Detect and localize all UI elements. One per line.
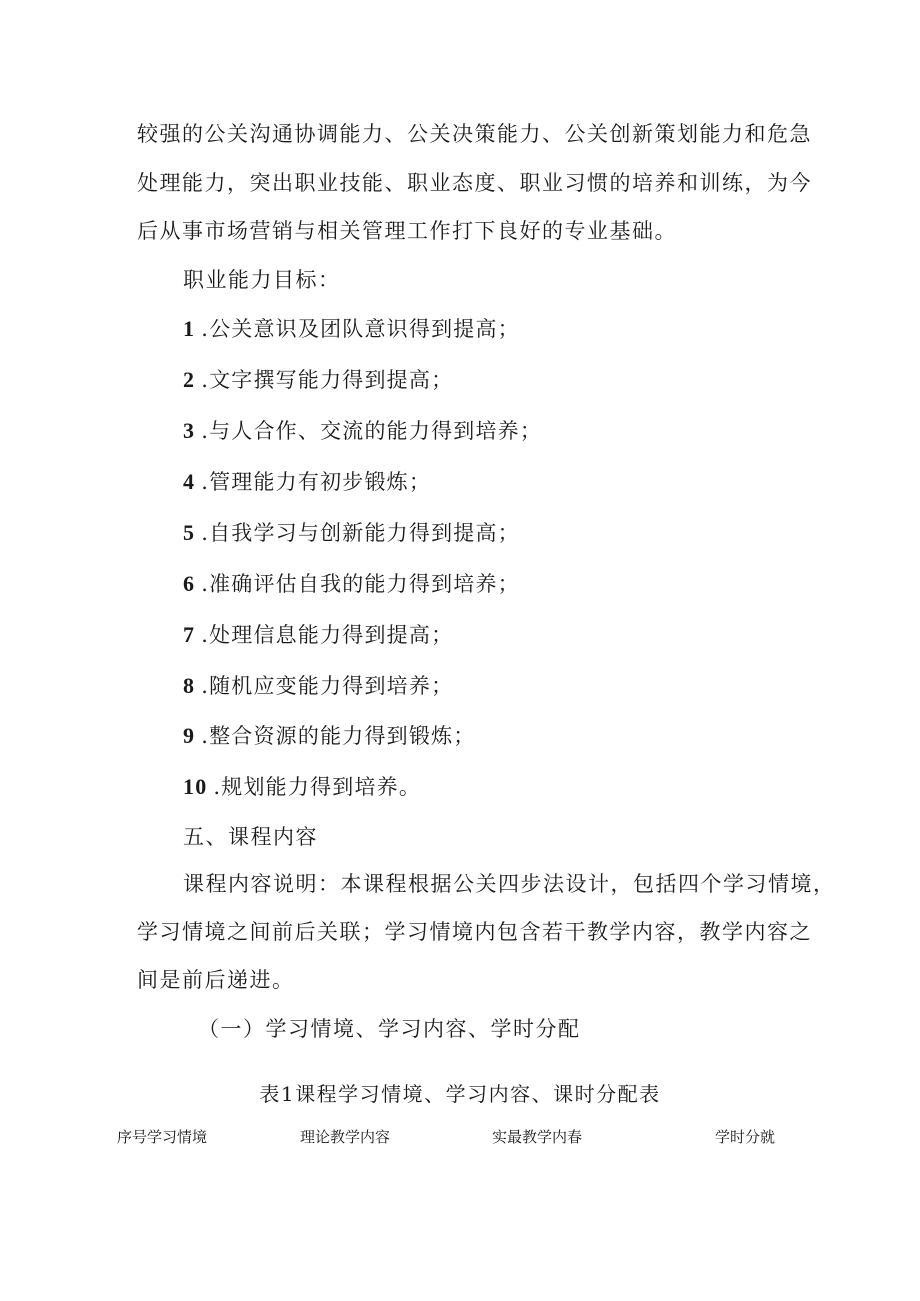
- list-item: [183, 570, 520, 598]
- list-item: [183, 773, 421, 801]
- list-item: [183, 519, 520, 547]
- list-item: [183, 417, 542, 445]
- list-item: [183, 468, 431, 496]
- list-item-number: 4: [183, 469, 196, 494]
- list-item-number: 5: [183, 520, 196, 545]
- subsection-heading: （一）学习情境、学习内容、学时分配: [198, 1017, 581, 1041]
- list-item-text: .管理能力有初步锻炼；: [201, 470, 432, 494]
- list-item-number: 2: [183, 367, 196, 392]
- section-heading: 五、课程内容: [183, 825, 318, 849]
- table-header-theory: 理论教学内容: [300, 1130, 391, 1146]
- list-item-text: .公关意识及团队意识得到提高；: [201, 317, 520, 341]
- course-desc-line-3: 间是前后递进。: [137, 968, 295, 992]
- list-item-number: 8: [183, 673, 196, 698]
- list-item-text: .处理信息能力得到提高；: [201, 623, 454, 647]
- list-item-number: 3: [183, 418, 196, 443]
- list-item: [183, 722, 475, 750]
- course-desc-line-2: 学习情境之间前后关联；学习情境内包含若干教学内容，教学内容之: [137, 920, 812, 944]
- list-item-text: .规划能力得到培养。: [213, 775, 422, 799]
- list-item: [183, 621, 453, 649]
- list-item: [183, 366, 453, 394]
- ability-goals-heading: 职业能力目标：: [183, 268, 341, 292]
- intro-line-1: 较强的公关沟通协调能力、公关决策能力、公关创新策划能力和危急: [137, 122, 812, 146]
- list-item-number: 1: [183, 316, 196, 341]
- list-item: [183, 315, 520, 343]
- intro-line-3: 后从事市场营销与相关管理工作打下良好的专业基础。: [137, 219, 677, 243]
- list-item-text: .与人合作、交流的能力得到培养；: [201, 419, 543, 443]
- intro-line-2: 处理能力，突出职业技能、职业态度、职业习惯的培养和训练，为今: [137, 171, 812, 195]
- table-header-practice: 实最教学内春: [492, 1130, 583, 1146]
- list-item-text: .自我学习与创新能力得到提高；: [201, 521, 520, 545]
- list-item-text: .随机应变能力得到培养；: [201, 674, 454, 698]
- list-item-text: .文字撰写能力得到提高；: [201, 368, 454, 392]
- course-desc-line-1: 课程内容说明：本课程根据公关四步法设计，包括四个学习情境，: [183, 872, 836, 896]
- list-item: [183, 672, 453, 700]
- list-item-text: .准确评估自我的能力得到培养；: [201, 572, 520, 596]
- list-item-number: 10: [183, 774, 208, 799]
- table-header-seq-context: 序号学习情境: [117, 1130, 208, 1146]
- table-caption: 表1课程学习情境、学习内容、课时分配表: [259, 1082, 661, 1106]
- list-item-number: 9: [183, 723, 196, 748]
- list-item-text: .整合资源的能力得到锻炼；: [201, 724, 476, 748]
- table-header-hours: 学时分就: [715, 1130, 776, 1146]
- list-item-number: 7: [183, 622, 196, 647]
- list-item-number: 6: [183, 571, 196, 596]
